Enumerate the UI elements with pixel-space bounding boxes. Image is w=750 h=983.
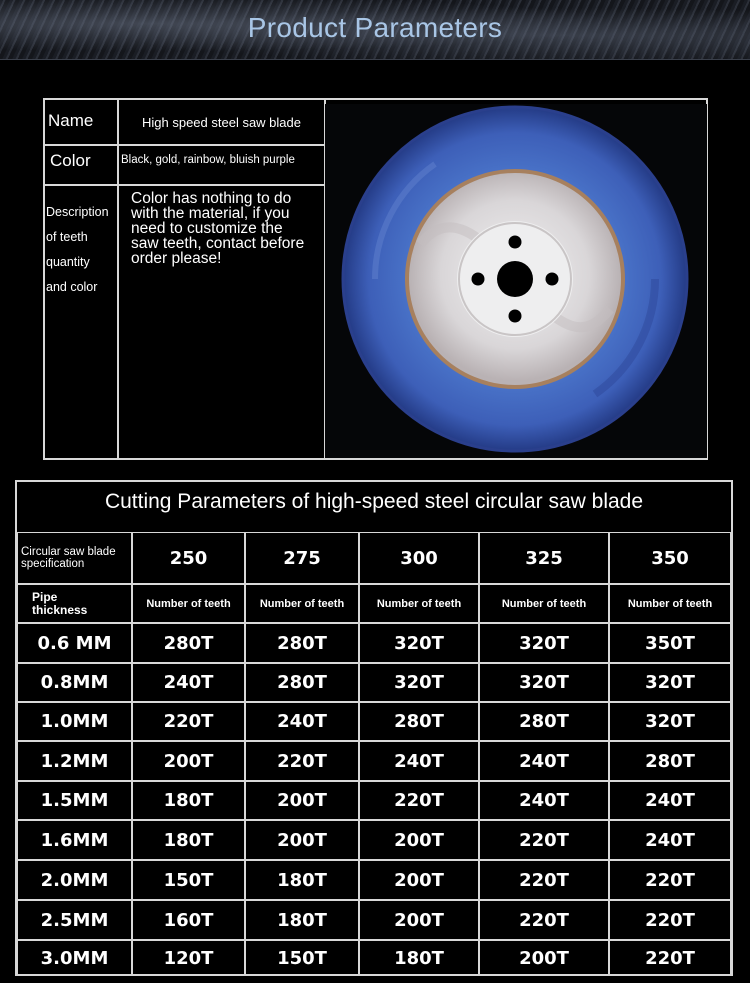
teeth-cell: 280T bbox=[359, 702, 479, 741]
teeth-cell: 320T bbox=[479, 663, 609, 702]
thickness-cell: 1.2MM bbox=[17, 741, 132, 781]
spec-label-line: specification bbox=[21, 558, 85, 570]
cutting-parameters-table bbox=[15, 480, 733, 976]
teeth-cell: 280T bbox=[245, 623, 359, 663]
thickness-cell: 1.6MM bbox=[17, 820, 132, 860]
teeth-cell: 240T bbox=[245, 702, 359, 741]
teeth-cell: 150T bbox=[132, 860, 245, 900]
teeth-cell: 320T bbox=[609, 702, 731, 741]
teeth-cell: 220T bbox=[609, 900, 731, 940]
teeth-cell: 220T bbox=[479, 900, 609, 940]
size-header: 250 bbox=[132, 532, 245, 584]
teeth-cell: 180T bbox=[359, 940, 479, 976]
teeth-cell: 220T bbox=[479, 820, 609, 860]
size-header: 350 bbox=[609, 532, 731, 584]
spec-label-cell bbox=[17, 532, 132, 584]
thickness-cell: 3.0MM bbox=[17, 940, 132, 976]
divider bbox=[117, 100, 119, 458]
thickness-cell: 2.5MM bbox=[17, 900, 132, 940]
teeth-cell: 240T bbox=[609, 781, 731, 820]
description-value-line: need to customize the bbox=[131, 220, 283, 237]
thickness-label-cell bbox=[17, 584, 132, 623]
teeth-cell: 150T bbox=[245, 940, 359, 976]
teeth-cell: 160T bbox=[132, 900, 245, 940]
teeth-label-header: Number of teeth bbox=[479, 584, 609, 623]
teeth-cell: 180T bbox=[132, 781, 245, 820]
divider bbox=[45, 184, 326, 186]
teeth-cell: 320T bbox=[479, 623, 609, 663]
teeth-cell: 180T bbox=[245, 860, 359, 900]
description-value-line: with the material, if you bbox=[131, 205, 290, 222]
teeth-cell: 350T bbox=[609, 623, 731, 663]
size-header: 275 bbox=[245, 532, 359, 584]
description-label-line: and color bbox=[46, 280, 98, 294]
teeth-cell: 200T bbox=[359, 820, 479, 860]
size-header: 325 bbox=[479, 532, 609, 584]
teeth-cell: 220T bbox=[609, 860, 731, 900]
teeth-cell: 220T bbox=[132, 702, 245, 741]
page-title: Product Parameters bbox=[247, 12, 503, 43]
teeth-cell: 120T bbox=[132, 940, 245, 976]
teeth-label-header: Number of teeth bbox=[245, 584, 359, 623]
color-label: Color bbox=[50, 151, 91, 170]
header-banner bbox=[0, 0, 750, 60]
teeth-cell: 240T bbox=[359, 741, 479, 781]
description-label bbox=[46, 200, 109, 300]
teeth-cell: 280T bbox=[132, 623, 245, 663]
description-label-line: quantity bbox=[46, 255, 90, 269]
teeth-cell: 320T bbox=[359, 623, 479, 663]
color-value: Black, gold, rainbow, bluish purple bbox=[121, 154, 295, 166]
teeth-label-header: Number of teeth bbox=[132, 584, 245, 623]
teeth-cell: 180T bbox=[245, 900, 359, 940]
thickness-cell: 0.6 MM bbox=[17, 623, 132, 663]
description-value bbox=[131, 191, 304, 266]
table-title: Cutting Parameters of high-speed steel circular saw blade bbox=[104, 490, 644, 513]
teeth-cell: 240T bbox=[479, 741, 609, 781]
teeth-cell: 240T bbox=[479, 781, 609, 820]
description-value-line: order please! bbox=[131, 250, 222, 267]
teeth-cell: 200T bbox=[359, 860, 479, 900]
divider bbox=[45, 144, 326, 146]
name-label: Name bbox=[48, 111, 94, 130]
teeth-cell: 180T bbox=[132, 820, 245, 860]
name-value: High speed steel saw blade bbox=[142, 115, 301, 130]
teeth-label-header: Number of teeth bbox=[609, 584, 731, 623]
teeth-cell: 200T bbox=[245, 781, 359, 820]
teeth-cell: 320T bbox=[359, 663, 479, 702]
teeth-cell: 200T bbox=[245, 820, 359, 860]
thickness-cell: 0.8MM bbox=[17, 663, 132, 702]
teeth-cell: 240T bbox=[132, 663, 245, 702]
thickness-cell: 1.5MM bbox=[17, 781, 132, 820]
thickness-label-line: thickness bbox=[32, 602, 88, 617]
teeth-cell: 280T bbox=[245, 663, 359, 702]
saw-blade-image bbox=[325, 104, 707, 458]
teeth-cell: 200T bbox=[479, 940, 609, 976]
description-value-line: Color has nothing to do bbox=[131, 190, 292, 207]
thickness-cell: 1.0MM bbox=[17, 702, 132, 741]
size-header: 300 bbox=[359, 532, 479, 584]
teeth-cell: 320T bbox=[609, 663, 731, 702]
teeth-cell: 240T bbox=[609, 820, 731, 860]
teeth-cell: 220T bbox=[359, 781, 479, 820]
teeth-cell: 220T bbox=[479, 860, 609, 900]
teeth-cell: 220T bbox=[609, 940, 731, 976]
description-value-line: saw teeth, contact before bbox=[131, 235, 305, 252]
description-label-line: of teeth bbox=[46, 230, 88, 244]
teeth-cell: 280T bbox=[609, 741, 731, 781]
thickness-cell: 2.0MM bbox=[17, 860, 132, 900]
teeth-label-header: Number of teeth bbox=[359, 584, 479, 623]
teeth-cell: 280T bbox=[479, 702, 609, 741]
teeth-cell: 220T bbox=[245, 741, 359, 781]
product-parameters-box bbox=[43, 98, 708, 460]
teeth-cell: 200T bbox=[359, 900, 479, 940]
description-label-line: Description bbox=[46, 205, 109, 219]
saw-blade-icon bbox=[325, 104, 707, 458]
teeth-cell: 200T bbox=[132, 741, 245, 781]
spec-label-line: Circular saw blade bbox=[21, 546, 116, 558]
thickness-label-line: Pipe bbox=[32, 589, 58, 604]
